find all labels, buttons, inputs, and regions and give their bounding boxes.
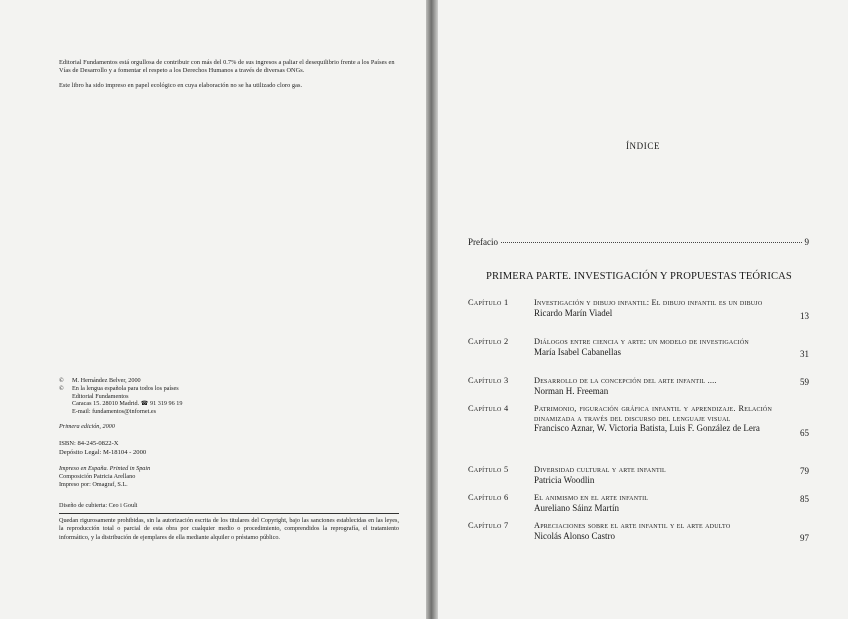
printer: Impreso por: Omagraf, S.L. [59,480,128,488]
copyright-icon: © [59,377,64,384]
publisher-name: Editorial Fundamentos [72,392,129,400]
chapter-author: Aureliano Sáinz Martín [534,502,619,513]
divider [59,513,399,514]
chapter-author: Nicolás Alonso Castro [534,530,615,541]
chapter-label: Capítulo 4 [468,404,509,413]
chapter-label: Capítulo 5 [468,465,509,474]
toc-page: 9 [804,237,809,247]
right-page [438,0,848,619]
publisher-statement: Editorial Fundamentos está orgullosa de contribuir con más del 0.7% de sus ingresos a paliar el desequilibrio frente a los Países en Vías de Desarrollo y a fomentar el respeto a los Derechos Humanos a través de diversas ONGs. [59,59,395,75]
chapter-title: Apreciaciones sobre el arte infantil y el arte adulto [534,521,731,530]
copyright-author: M. Hernández Belver, 2000 [72,377,141,384]
printing-block [59,465,150,488]
edition-note: Primera edición, 2000 [59,423,115,430]
chapter-title: El animismo en el arte infantil [534,493,649,502]
legal-notice: Quedan rigurosamente prohibidas, sin la autorización escrita de los titulares del Copyright, bajo las sanciones establecidas en las leyes, la reproducción total o parcial de esta obra por cualquier medio o procedimiento, comprendidos la reprografía, el tratamiento informático, y la distribución de ejemplares de ella mediante alquiler o préstamo público. [59,517,399,541]
chapter-title: Desarrollo de la concepción del arte infantil .... [534,376,717,385]
isbn: ISBN: 84-245-0822-X [59,440,119,447]
chapter-title: Patrimonio, figuración gráfica infantil y aprendizaje. Relación dinamizada a través del discurso del lenguaje visual [534,404,772,423]
index-title: ÍNDICE [625,141,661,151]
composition: Composición Patricia Arellano [59,472,136,480]
chapter-author: María Isabel Cabanellas [534,346,621,357]
publisher-address: Caracas 15. 28010 Madrid. ☎ 91 319 96 19 [72,400,183,408]
chapter-page: 59 [800,377,809,387]
copyright-icon: © [59,384,64,392]
chapter-page: 13 [800,311,809,321]
chapter-label: Capítulo 3 [468,376,509,385]
chapter-author: Francisco Aznar, W. Victoria Batista, Luis F. González de Lera [534,423,760,434]
chapter-title: Investigación y dibujo infantil: El dibujo infantil es un dibujo [534,298,763,307]
chapter-title: Diversidad cultural y arte infantil [534,465,666,474]
toc-entry-prefacio [468,237,809,247]
part-title: PRIMERA PARTE. INVESTIGACIÓN Y PROPUESTAS TEÓRICAS [486,271,792,282]
chapter-page: 31 [800,349,809,359]
chapter-page: 85 [800,494,809,504]
chapter-page: 97 [800,533,809,543]
copyright-block [59,377,259,416]
chapter-label: Capítulo 7 [468,521,509,530]
isbn-block [59,440,146,457]
chapter-author: Patricia Woodlin [534,474,595,485]
publisher-email: E-mail: fundamentos@infornet.es [72,408,157,416]
chapter-label: Capítulo 1 [468,298,509,307]
toc-label: Prefacio [468,237,498,247]
paper-note: Este libro ha sido impreso en papel ecológico en cuya elaboración no se ha utilizado cloro gas. [59,82,303,89]
legal-deposit: Depósito Legal: M-18104 - 2000 [59,448,147,456]
chapter-author: Norman H. Freeman [534,385,609,396]
chapter-page: 65 [800,428,809,438]
book-gutter [426,0,438,619]
dot-leader [501,242,802,243]
chapter-title: Diálogos entre ciencia y arte: un modelo de investigación [534,337,749,346]
printed-in: Impreso en España. Printed in Spain [59,465,151,472]
chapter-label: Capítulo 2 [468,337,509,346]
chapter-label: Capítulo 6 [468,493,509,502]
copyright-rights: En la lengua española para todos los países [72,384,179,392]
chapter-author: Ricardo Marín Viadel [534,307,613,318]
cover-design: Diseño de cubierta: Ceo i Gouli [59,502,138,509]
chapter-page: 79 [800,466,809,476]
